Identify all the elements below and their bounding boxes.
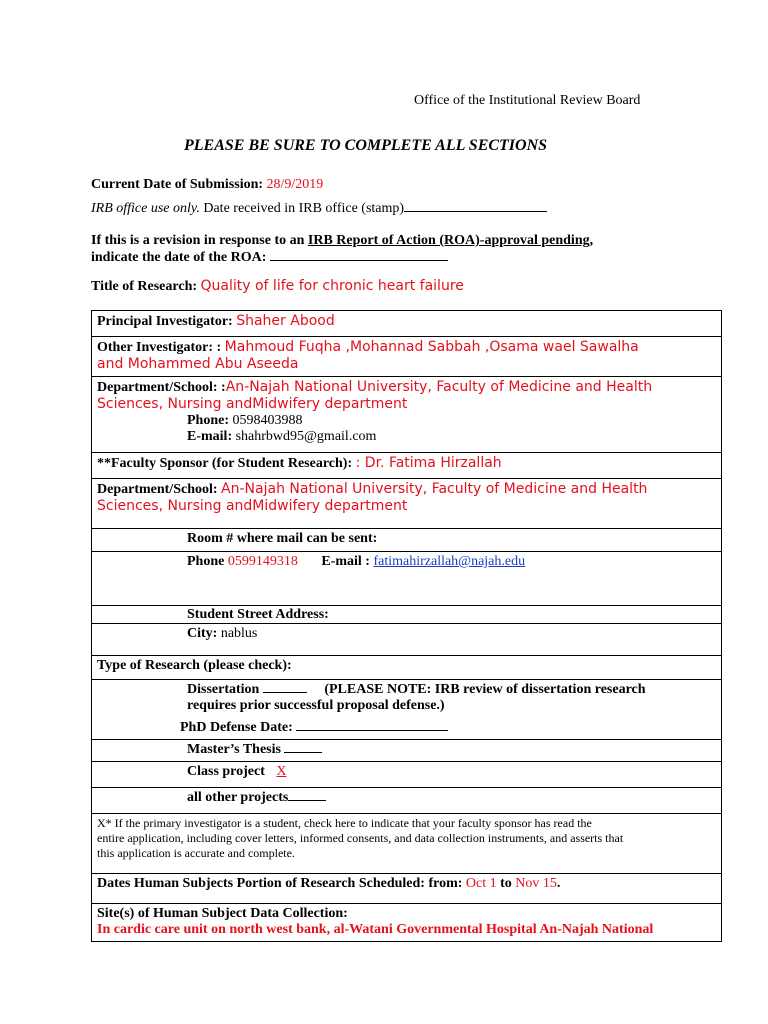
irb-office-use-label: IRB office use only. <box>91 201 200 216</box>
other-investigator-label: Other Investigator: : <box>97 340 222 355</box>
sponsor-department-label: Department/School: <box>97 482 218 497</box>
research-type-label: Type of Research (please check): <box>97 658 292 673</box>
room-row <box>92 529 722 552</box>
dissertation-label: Dissertation <box>187 682 260 697</box>
department-label: Department/School: : <box>97 380 226 395</box>
other-investigator-value-2[interactable]: and Mohammed Abu Aseeda <box>97 356 299 372</box>
research-type-row <box>92 656 722 680</box>
application-form-table <box>91 310 722 942</box>
city-value[interactable]: nablus <box>220 626 258 641</box>
roa-link-text: IRB Report of Action (ROA)-approval pending <box>307 233 590 248</box>
sponsor-department-row <box>92 479 722 529</box>
sites-label: Site(s) of Human Subject Data Collection: <box>97 906 348 921</box>
sponsor-check-row <box>92 814 722 874</box>
room-label: Room # where mail can be sent: <box>187 531 378 546</box>
roa-date-field[interactable] <box>270 260 448 261</box>
phone-value[interactable]: 0598403988 <box>232 413 303 428</box>
other-projects-label: all other projects <box>187 790 289 805</box>
other-investigator-row <box>92 337 722 377</box>
research-title-label: Title of Research: <box>91 279 198 294</box>
city-row <box>92 624 722 656</box>
department-value-2[interactable]: Sciences, Nursing andMidwifery department <box>97 396 408 412</box>
city-label: City: <box>187 626 218 641</box>
sponsor-department-value-2[interactable]: Sciences, Nursing andMidwifery department <box>97 498 408 514</box>
submission-date-line <box>91 177 323 193</box>
dates-to-value[interactable]: Nov 15 <box>515 876 557 891</box>
sponsor-check-text-1: If the primary investigator is a student, check here to indicate that your faculty sponsor has read the <box>111 816 592 830</box>
submission-date-label: Current Date of Submission: <box>91 177 264 192</box>
sponsor-check-mark[interactable]: X* <box>97 816 112 830</box>
contact-row <box>92 552 722 606</box>
sponsor-email-link[interactable]: fatimahirzallah@najah.edu <box>373 554 526 569</box>
other-projects-row <box>92 788 722 814</box>
pi-value[interactable]: Shaher Abood <box>236 313 335 329</box>
sites-value[interactable]: In cardic care unit on north west bank, al-Watani Governmental Hospital An-Najah National <box>97 922 654 937</box>
masters-check-field[interactable] <box>284 752 322 753</box>
sponsor-check-text-2: entire application, including cover letters, informed consents, and data collection instruments, and asserts that <box>97 831 624 845</box>
irb-stamp-label: Date received in IRB office (stamp) <box>203 201 405 216</box>
pi-label: Principal Investigator: <box>97 314 233 329</box>
sponsor-check-text-3: this application is accurate and complete. <box>97 846 295 860</box>
revision-block: If this is a revision in response to an IRB Report of Action (ROA)-approval pending, indicate the date of the ROA: <box>91 233 594 265</box>
dates-to-label: to <box>500 876 512 891</box>
research-title-line <box>91 278 464 295</box>
faculty-sponsor-row <box>92 453 722 479</box>
masters-label: Master’s Thesis <box>187 742 281 757</box>
dissertation-row <box>92 680 722 740</box>
masters-row <box>92 740 722 762</box>
sponsor-phone-label: Phone <box>187 554 225 569</box>
research-title-value[interactable]: Quality of life for chronic heart failure <box>200 278 464 294</box>
pi-row <box>92 311 722 337</box>
irb-stamp-field[interactable] <box>404 211 547 212</box>
other-projects-check-field[interactable] <box>288 800 326 801</box>
sites-row <box>92 904 722 942</box>
dissertation-check-field[interactable] <box>263 692 307 693</box>
dates-label: Dates Human Subjects Portion of Research Scheduled: from: <box>97 876 463 891</box>
phone-label: Phone: <box>187 413 229 428</box>
class-project-label: Class project <box>187 764 265 779</box>
revision-prefix: If this is a revision in response to an <box>91 233 308 248</box>
street-address-row <box>92 606 722 624</box>
sponsor-phone-value[interactable]: 0599149318 <box>227 554 298 569</box>
phd-defense-date-field[interactable] <box>296 730 448 731</box>
phd-defense-label: PhD Defense Date: <box>180 720 293 735</box>
dates-row: Dates Human Subjects Portion of Research Scheduled: from: Oct 1 to Nov 15. <box>92 874 722 904</box>
submission-date-value[interactable]: 28/9/2019 <box>266 177 324 192</box>
dissertation-note-2: requires prior successful proposal defense.) <box>187 698 445 713</box>
dates-from-value[interactable]: Oct 1 <box>465 876 497 891</box>
dissertation-note-1: (PLEASE NOTE: IRB review of dissertation research <box>324 682 646 697</box>
class-project-check[interactable]: X <box>276 764 287 779</box>
faculty-sponsor-value[interactable]: : Dr. Fatima Hirzallah <box>355 455 502 471</box>
sponsor-department-value-1[interactable]: An-Najah National University, Faculty of Medicine and Health <box>221 481 648 497</box>
sponsor-email-label: E-mail : <box>321 554 370 569</box>
other-investigator-value-1[interactable]: Mahmoud Fuqha ,Mohannad Sabbah ,Osama wael Sawalha <box>224 339 639 355</box>
email-value[interactable]: shahrbwd95@gmail.com <box>235 429 377 444</box>
class-project-row <box>92 762 722 788</box>
street-address-label: Student Street Address: <box>187 607 329 622</box>
email-label: E-mail: <box>187 429 233 444</box>
instruction-heading: PLEASE BE SURE TO COMPLETE ALL SECTIONS <box>184 137 548 154</box>
department-value-1[interactable]: An-Najah National University, Faculty of Medicine and Health <box>225 379 653 395</box>
irb-office-use-line <box>91 201 547 217</box>
office-header: Office of the Institutional Review Board <box>414 93 641 108</box>
department-row <box>92 377 722 453</box>
faculty-sponsor-label: **Faculty Sponsor (for Student Research): <box>97 456 353 471</box>
roa-date-label: indicate the date of the ROA: <box>91 250 267 265</box>
